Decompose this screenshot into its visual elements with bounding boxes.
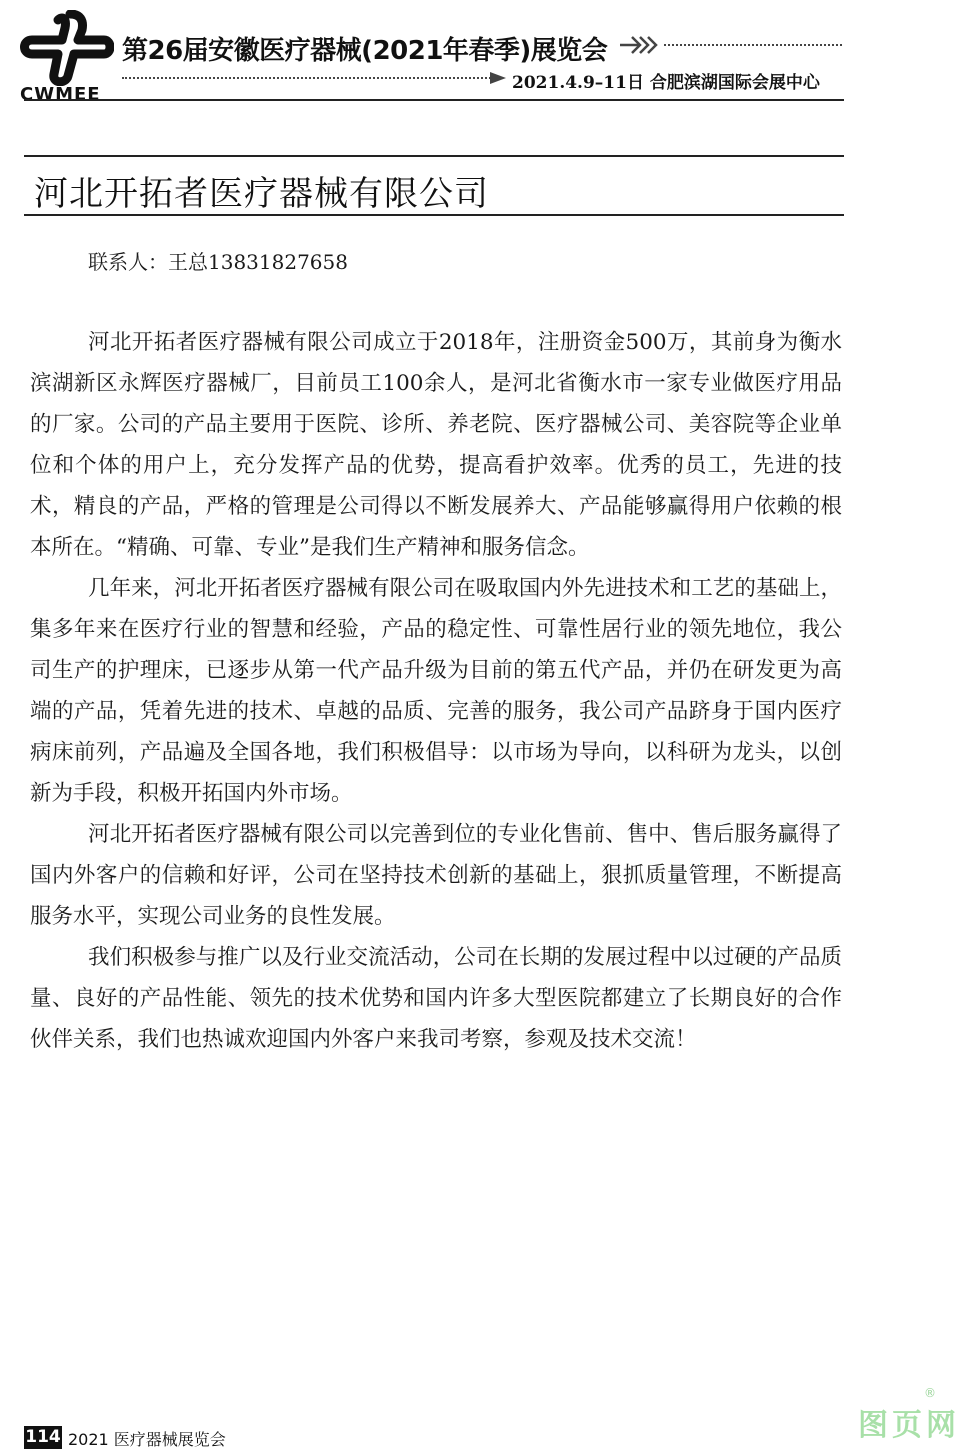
cross-logo-icon: [18, 10, 114, 86]
expo-date-venue: 2021.4.9–11日 合肥滨湖国际会展中心: [512, 73, 820, 93]
article-body: [30, 322, 842, 1060]
paragraph-4: 我们积极参与推广以及行业交流活动，公司在长期的发展过程中以过硬的产品质量、良好的产品性能、领先的技术优势和国内许多大型医院都建立了长期良好的合作伙伴关系，我们也热诚欢迎国内外客户来我司考察，参观及技术交流！: [30, 945, 842, 1052]
header-dotted-line-top: [664, 44, 842, 46]
company-title: 河北开拓者医疗器械有限公司: [34, 174, 489, 214]
page-number: 114: [25, 1427, 61, 1447]
arrow-right-icon: [490, 70, 508, 86]
title-rule-bottom: [24, 214, 844, 216]
paragraph-1: 河北开拓者医疗器械有限公司成立于2018年，注册资金500万，其前身为衡水滨湖新区永辉医疗器械厂，目前员工100余人，是河北省衡水市一家专业做医疗用品的厂家。公司的产品主要用于医院、诊所、养老院、医疗器械公司、美容院等企业单位和个体的用户上，充分发挥产品的优势，提高看护效率。优秀的员工，先进的技术，精良的产品，严格的管理是公司得以不断发展养大、产品能够赢得用户依赖的根本所在。“精确、可靠、专业”是我们生产精神和服务信念。: [30, 330, 842, 560]
header-rule: [24, 99, 844, 101]
expo-title: 第26届安徽医疗器械(2021年春季)展览会: [122, 36, 608, 66]
contact-line: 联系人：王总13831827658: [88, 250, 348, 274]
title-rule-top: [24, 155, 844, 157]
double-chevron-icon: [618, 34, 662, 56]
logo-text: CWMEE: [20, 84, 101, 105]
header-dotted-line-middle: [122, 77, 494, 79]
publication-name: 2021 医疗器械展览会: [68, 1430, 226, 1449]
paragraph-2: 几年来，河北开拓者医疗器械有限公司在吸取国内外先进技术和工艺的基础上，集多年来在医疗行业的智慧和经验，产品的稳定性、可靠性居行业的领先地位，我公司生产的护理床，已逐步从第一代产品升级为目前的第五代产品，并仍在研发更为高端的产品，凭着先进的技术、卓越的品质、完善的服务，我公司产品跻身于国内医疗病床前列，产品遍及全国各地，我们积极倡导：以市场为导向，以科研为龙头，以创新为手段，积极开拓国内外市场。: [30, 576, 842, 806]
cwmee-logo: [18, 10, 114, 105]
registered-mark: ®: [924, 1386, 936, 1400]
paragraph-3: 河北开拓者医疗器械有限公司以完善到位的专业化售前、售中、售后服务赢得了国内外客户的信赖和好评，公司在坚持技术创新的基础上，狠抓质量管理，不断提高服务水平，实现公司业务的良性发展。: [30, 822, 842, 929]
watermark: 图页网: [858, 1408, 960, 1443]
